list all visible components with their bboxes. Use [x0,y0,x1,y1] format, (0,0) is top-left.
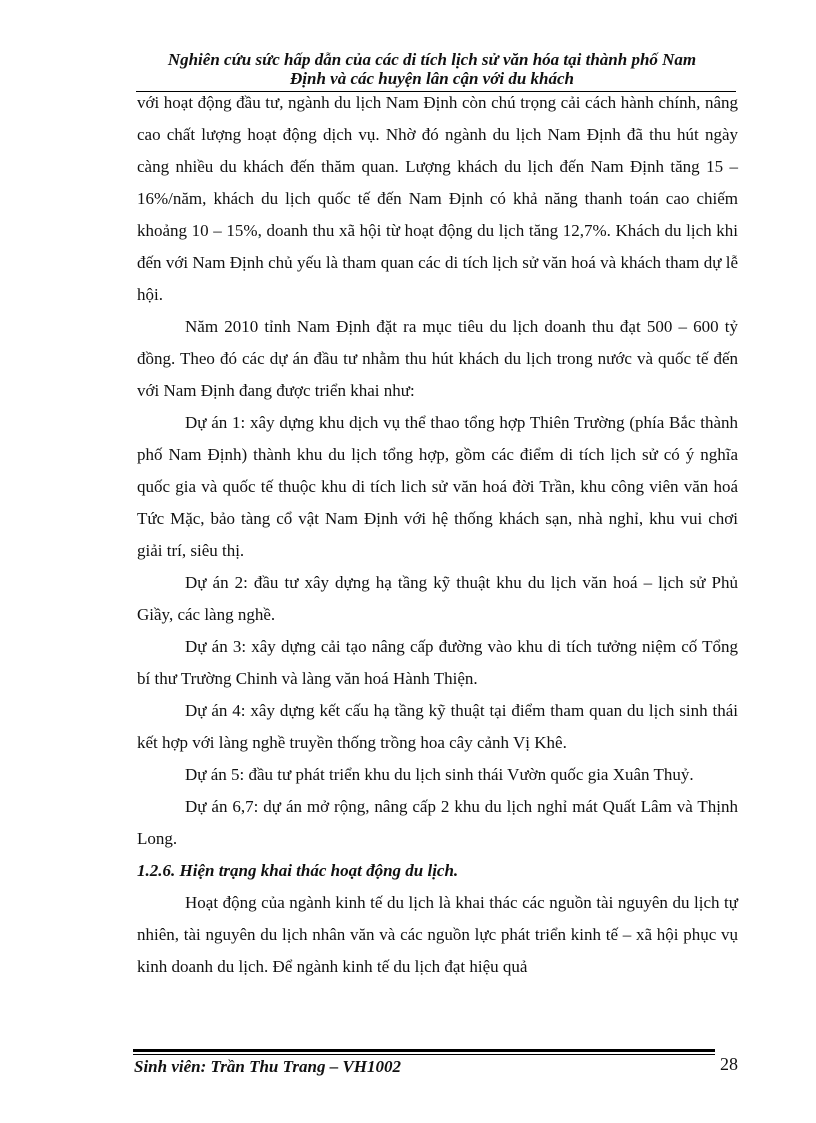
section-heading: 1.2.6. Hiện trạng khai thác hoạt động du lịch. [137,861,459,880]
footer-rule-thin [133,1054,715,1055]
paragraph-current-status: Hoạt động của ngành kinh tế du lịch là khai thác các nguồn tài nguyên du lịch tự nhiên, tài nguyên du lịch nhân văn và các nguồn lực phát triển kinh tế – xã hội phục vụ kinh doanh du lịch. Để ngành kinh tế du lịch đạt hiệu quả [137,893,738,976]
footer-student-name: Sinh viên: Trần Thu Trang – VH1002 [134,1057,402,1076]
paragraph-project-5: Dự án 5: đầu tư phát triển khu du lịch sinh thái Vườn quốc gia Xuân Thuỷ. [185,765,694,784]
paragraph-continued: với hoạt động đầu tư, ngành du lịch Nam Định còn chú trọng cải cách hành chính, nâng cao chất lượng hoạt động dịch vụ. Nhờ đó ngành du lịch Nam Định đã thu hút ngày càng nhiều du khách đến thăm quan. Lượng khách du lịch đến Nam Định tăng 15 – 16%/năm, khách du lịch quốc tế đến Nam Định có khả năng thanh toán cao chiếm khoảng 10 – 15%, doanh thu xã hội từ hoạt động du lịch tăng 12,7%. Khách du lịch khi đến với Nam Định chủ yếu là tham quan các di tích lịch sử văn hoá và khách tham dự lễ hội. [137,93,738,304]
page-number: 28 [720,1054,738,1074]
running-header [128,50,736,88]
body-text [137,87,738,983]
paragraph-project-4: Dự án 4: xây dựng kết cấu hạ tầng kỹ thuật tại điểm tham quan du lịch sinh thái kết hợp với làng nghề truyền thống trồng hoa cây cảnh Vị Khê. [137,701,738,752]
header-title-line-2: Định và các huyện lân cận với du khách [290,69,574,88]
paragraph-project-3: Dự án 3: xây dựng cải tạo nâng cấp đường vào khu di tích tưởng niệm cố Tổng bí thư Trường Chinh và làng văn hoá Hành Thiện. [137,637,738,688]
paragraph-project-2: Dự án 2: đầu tư xây dựng hạ tầng kỹ thuật khu du lịch văn hoá – lịch sử Phủ Giầy, các làng nghề. [137,573,738,624]
header-title-line-1: Nghiên cứu sức hấp dẫn của các di tích lịch sử văn hóa tại thành phố Nam [167,50,697,69]
paragraph-target-2010: Năm 2010 tỉnh Nam Định đặt ra mục tiêu du lịch doanh thu đạt 500 – 600 tỷ đồng. Theo đó các dự án đầu tư nhằm thu hút khách du lịch trong nước và quốc tế đến với Nam Định đang được triển khai như: [137,317,738,400]
paragraph-project-1: Dự án 1: xây dựng khu dịch vụ thể thao tổng hợp Thiên Trường (phía Bắc thành phố Nam Định) thành khu du lịch tổng hợp, gồm các điểm di tích lịch sử có ý nghĩa quốc gia và quốc tế thuộc khu di tích lich sử văn hoá đời Trần, khu công viên văn hoá Tức Mặc, bảo tàng cổ vật Nam Định với hệ thống khách sạn, nhà nghỉ, khu vui chơi giải trí, siêu thị. [137,413,738,560]
footer-rule-thick [133,1049,715,1052]
paragraph-project-6-7: Dự án 6,7: dự án mở rộng, nâng cấp 2 khu du lịch nghỉ mát Quất Lâm và Thịnh Long. [137,797,738,848]
